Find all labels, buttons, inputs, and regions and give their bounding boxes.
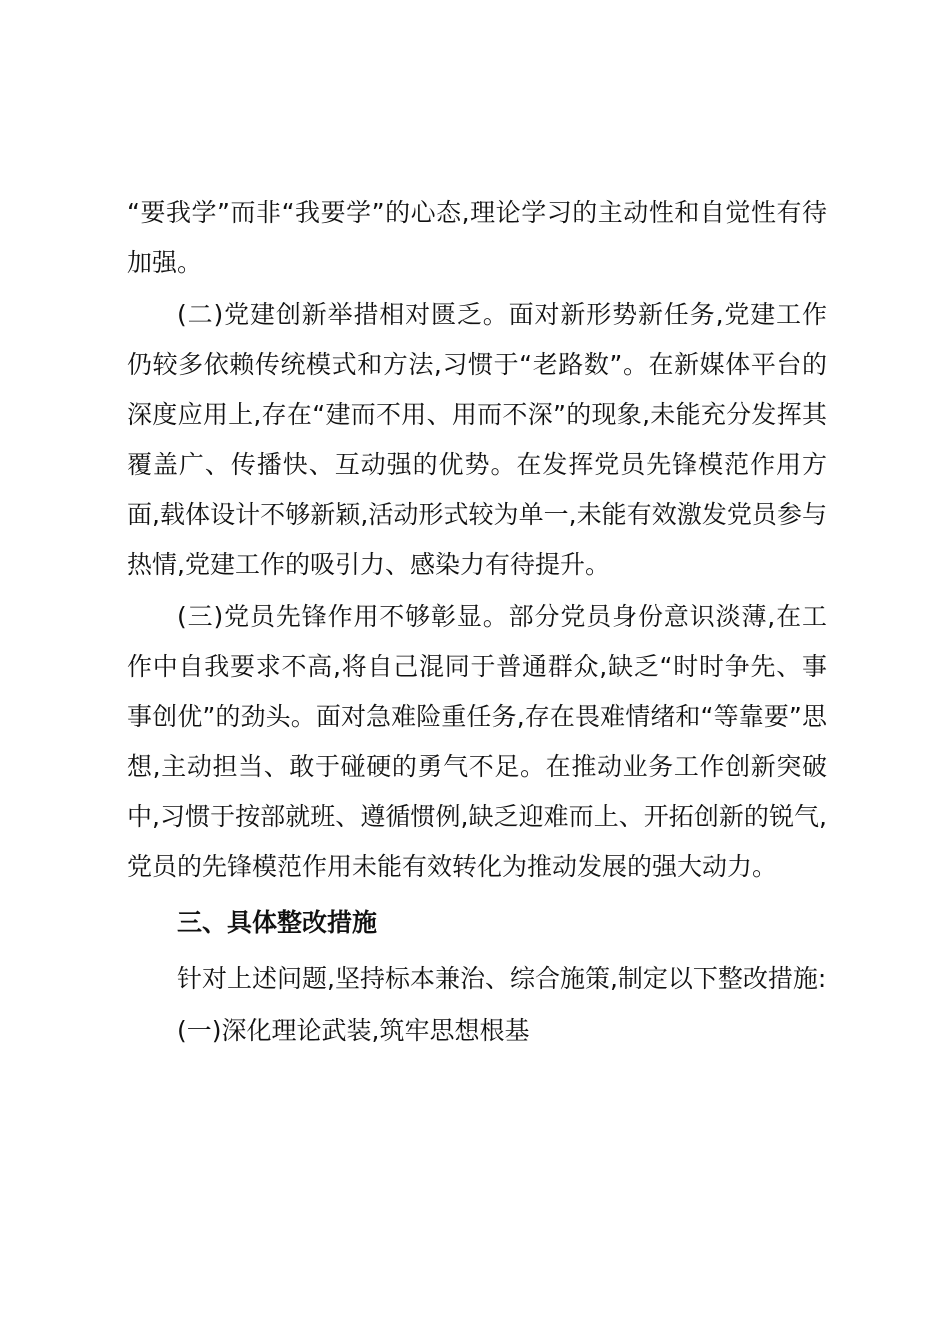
section-heading-rectification: 三、具体整改措施 bbox=[177, 908, 378, 937]
subheading-theory-study: (一)深化理论武装,筑牢思想根基 bbox=[177, 1016, 530, 1045]
paragraph-measures-intro: 针对上述问题,坚持标本兼治、综合施策,制定以下整改措施: bbox=[177, 964, 827, 993]
paragraph-vanguard-role: (三)党员先锋作用不够彰显。部分党员身份意识淡薄,在工作中自我要求不高,将自己混同于普通群众,缺乏“时时争先、事事创优”的劲头。面对急难险重任务,存在畏难情绪和“等靠要”思想,主动担当、敢于碰硬的勇气不足。在推动业务工作创新突破中,习惯于按部就班、遵循惯例,缺乏迎难而上、开拓创新的锐气,党员的先锋模范作用未能有效转化为推动发展的强大动力。 bbox=[127, 602, 827, 881]
paragraph-party-innovation: (二)党建创新举措相对匮乏。面对新形势新任务,党建工作仍较多依赖传统模式和方法,习惯于“老路数”。在新媒体平台的深度应用上,存在“建而不用、用而不深”的现象,未能充分发挥其覆盖广、传播快、互动强的优势。在发挥党员先锋模范作用方面,载体设计不够新颖,活动形式较为单一,未能有效激发党员参与热情,党建工作的吸引力、感染力有待提升。 bbox=[127, 300, 827, 579]
document-body bbox=[127, 188, 827, 1058]
paragraph-continuation: “要我学”而非“我要学”的心态,理论学习的主动性和自觉性有待加强。 bbox=[127, 198, 827, 277]
